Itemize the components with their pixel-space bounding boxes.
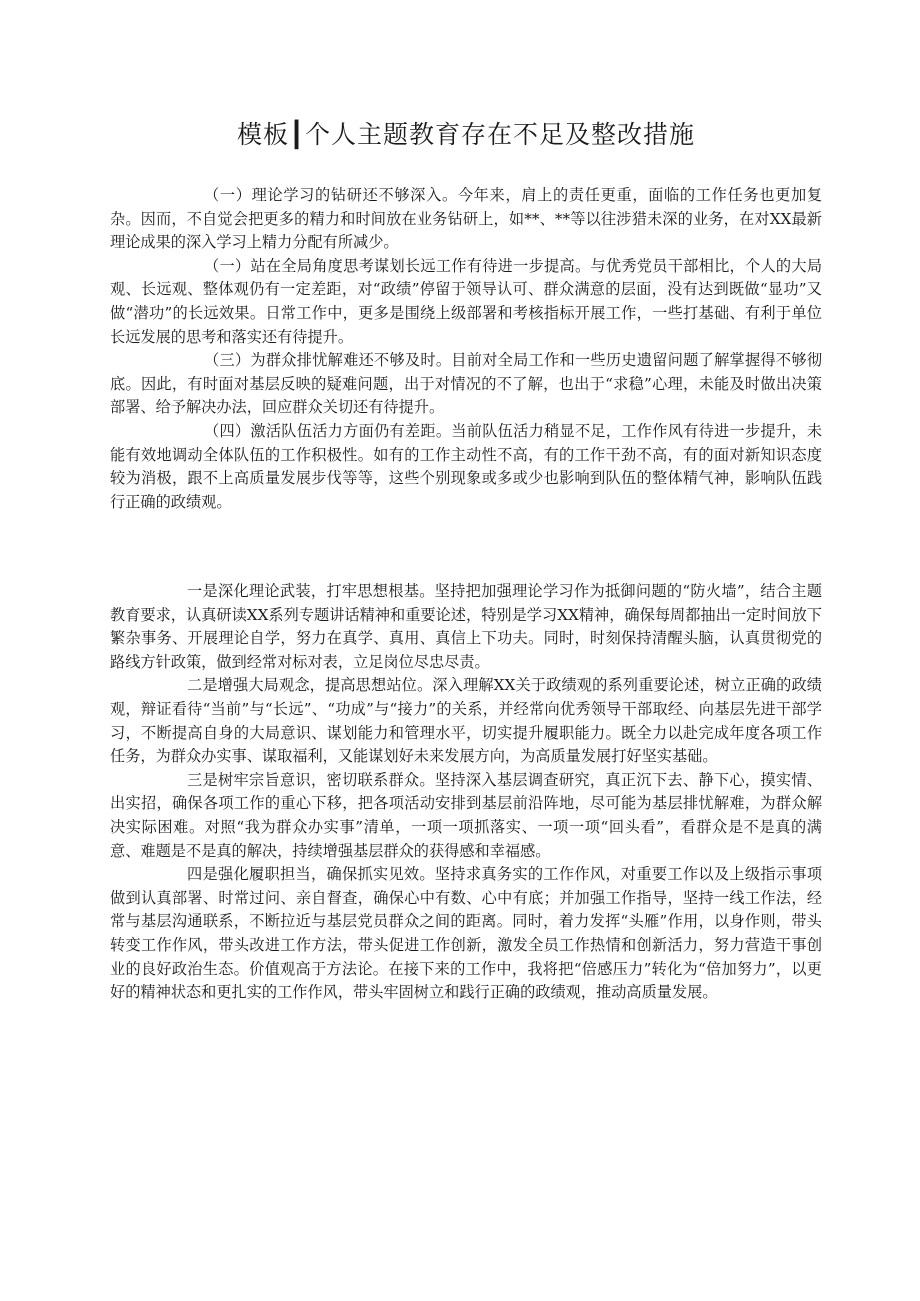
problem-paragraph-4: （四）激活队伍活力方面仍有差距。当前队伍活力稍显不足，工作作风有待进一步提升，未能有效地调动全体队伍的工作积极性。如有的工作主动性不高，有的工作干劲不高，有的面对新知识态度较为消极，跟不上高质量发展步伐等等，这些个别现象或多或少也影响到队伍的整体精气神，影响队伍践行正确的政绩观。	[110, 421, 822, 511]
measure-paragraph-2: 二是增强大局观念，提高思想站位。深入理解XX关于政绩观的系列重要论述，树立正确的政绩观，辩证看待“当前”与“长远”、“功成”与“接力”的关系，并经常向优秀领导干部取经、向基层先进干部学习，不断提高自身的大局意识、谋划能力和管理水平，切实提升履职能力。既全力以赴完成年度各项工作任务，为群众办实事、谋取福利，又能谋划好未来发展方向，为高质量发展打好坚实基础。	[110, 676, 822, 766]
problem-paragraph-2: （一）站在全局角度思考谋划长远工作有待进一步提高。与优秀党员干部相比，个人的大局观、长远观、整体观仍有一定差距，对“政绩”停留于领导认可、群众满意的层面，没有达到既做“显功”又做“潜功”的长远效果。日常工作中，更多是围绕上级部署和考核指标开展工作，一些打基础、有利于单位长远发展的思考和落实还有待提升。	[110, 256, 822, 346]
page-title: 模板┃个人主题教育存在不足及整改措施	[236, 120, 696, 149]
problems-section	[110, 184, 822, 514]
problem-paragraph-1: （一）理论学习的钻研还不够深入。今年来，肩上的责任更重，面临的工作任务也更加复杂。因而，不自觉会把更多的精力和时间放在业务钻研上，如**、**等以往涉猎未深的业务，在对XX最新理论成果的深入学习上精力分配有所减少。	[110, 186, 822, 252]
measure-paragraph-4: 四是强化履职担当，确保抓实见效。坚持求真务实的工作作风，对重要工作以及上级指示事项做到认真部署、时常过问、亲自督查，确保心中有数、心中有底；并加强工作指导，坚持一线工作法，经常与基层沟通联系，不断拉近与基层党员群众之间的距离。同时，着力发挥“头雁”作用，以身作则，带头转变工作作风，带头改进工作方法，带头促进工作创新，激发全员工作热情和创新活力，努力营造干事创业的良好政治生态。价值观高于方法论。在接下来的工作中，我将把“倍感压力”转化为“倍加努力”，以更好的精神状态和更扎实的工作作风，带头牢固树立和践行正确的政绩观，推动高质量发展。	[110, 865, 822, 1002]
problem-paragraph-3: （三）为群众排忧解难还不够及时。目前对全局工作和一些历史遗留问题了解掌握得不够彻底。因此，有时面对基层反映的疑难问题，出于对情况的不了解，也出于“求稳”心理，未能及时做出决策部署、给予解决办法，回应群众关切还有待提升。	[110, 351, 822, 417]
measure-paragraph-3: 三是树牢宗旨意识，密切联系群众。坚持深入基层调查研究，真正沉下去、静下心，摸实情、出实招，确保各项工作的重心下移，把各项活动安排到基层前沿阵地，尽可能为基层排忧解难，为群众解决实际困难。对照“我为群众办实事”清单，一项一项抓落实、一项一项“回头看”，看群众是不是真的满意、难题是不是真的解决，持续增强基层群众的获得感和幸福感。	[110, 770, 822, 860]
measures-section	[110, 580, 822, 1005]
measure-paragraph-1: 一是深化理论武装，打牢思想根基。坚持把加强理论学习作为抵御问题的“防火墙”，结合主题教育要求，认真研读XX系列专题讲话精神和重要论述，特别是学习XX精神，确保每周都抽出一定时间放下繁杂事务、开展理论自学，努力在真学、真用、真信上下功夫。同时，时刻保持清醒头脑，认真贯彻党的路线方针政策，做到经常对标对表，立足岗位尽忠尽责。	[110, 582, 822, 671]
